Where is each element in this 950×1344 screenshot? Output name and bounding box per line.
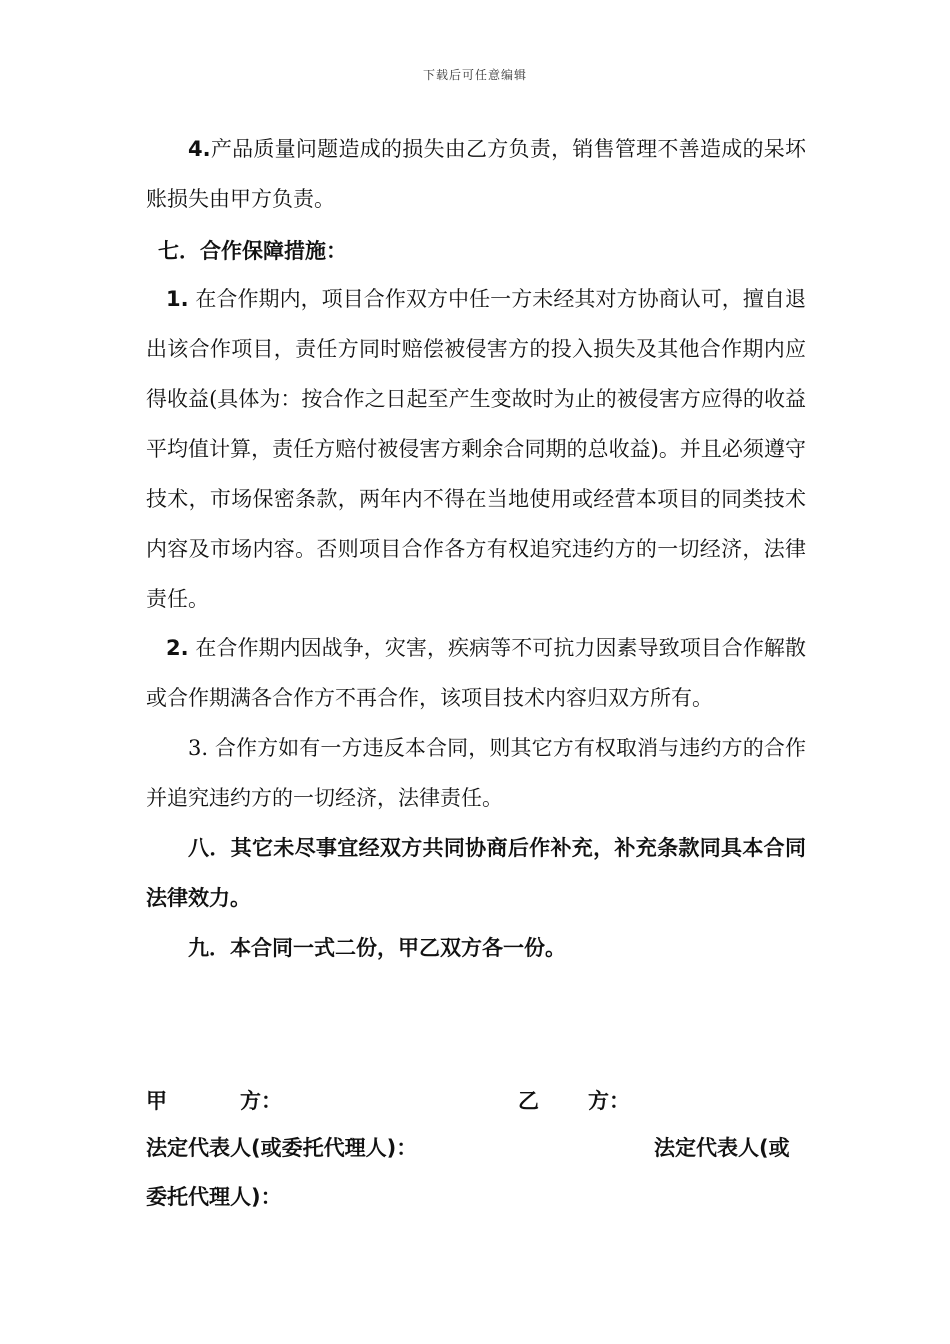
party-b-label-char2: 方： xyxy=(588,1089,630,1113)
item-2-text: 在合作期内因战争，灾害，疾病等不可抗力因素导致项目合作解散或合作期满各合作方不再合作，该项目技术内容归双方所有。 xyxy=(146,636,806,710)
party-b-representative-line2: 委托代理人)： xyxy=(146,1185,282,1209)
clause-4 xyxy=(146,124,806,224)
party-b-label-char1: 乙 xyxy=(518,1089,539,1113)
party-a-representative: 法定代表人(或委托代理人)： xyxy=(146,1136,418,1160)
section-7-title-block xyxy=(146,226,806,276)
item-3-text: 3. 合作方如有一方违反本合同，则其它方有权取消与违约方的合作并追究违约方的一切经济，法律责任。 xyxy=(146,736,806,810)
section-9 xyxy=(146,923,806,973)
item-1-text: 在合作期内，项目合作双方中任一方未经其对方协商认可，擅自退出该合作项目，责任方同时赔偿被侵害方的投入损失及其他合作期内应得收益(具体为：按合作之日起至产生变故时为止的被侵害方应得的收益平均值计算，责任方赔付被侵害方剩余合同期的总收益)。并且必须遵守技术，市场保密条款，两年内不得在当地使用或经营本项目的同类技术内容及市场内容。否则项目合作各方有权追究违约方的一切经济，法律责任。 xyxy=(146,287,806,611)
item-2 xyxy=(146,623,806,723)
clause-4-text: 产品质量问题造成的损失由乙方负责，销售管理不善造成的呆坏账损失由甲方负责。 xyxy=(146,137,806,211)
item-3 xyxy=(146,723,806,823)
party-b-representative-line1: 法定代表人(或 xyxy=(654,1136,790,1160)
clause-4-number: 4. xyxy=(188,137,211,161)
party-a-label-char1: 甲 xyxy=(146,1089,167,1113)
party-a-label-char2: 方： xyxy=(240,1089,282,1113)
item-1 xyxy=(146,274,806,624)
section-7-title: 七．合作保障措施： xyxy=(158,239,347,263)
item-1-number: 1. xyxy=(166,287,189,311)
section-8 xyxy=(146,823,806,923)
item-2-number: 2. xyxy=(166,636,189,660)
page-header: 下载后可任意编辑 xyxy=(422,68,527,82)
section-9-text: 九．本合同一式二份，甲乙双方各一份。 xyxy=(188,936,566,960)
section-8-text: 八．其它未尽事宜经双方共同协商后作补充，补充条款同具本合同法律效力。 xyxy=(146,836,806,910)
